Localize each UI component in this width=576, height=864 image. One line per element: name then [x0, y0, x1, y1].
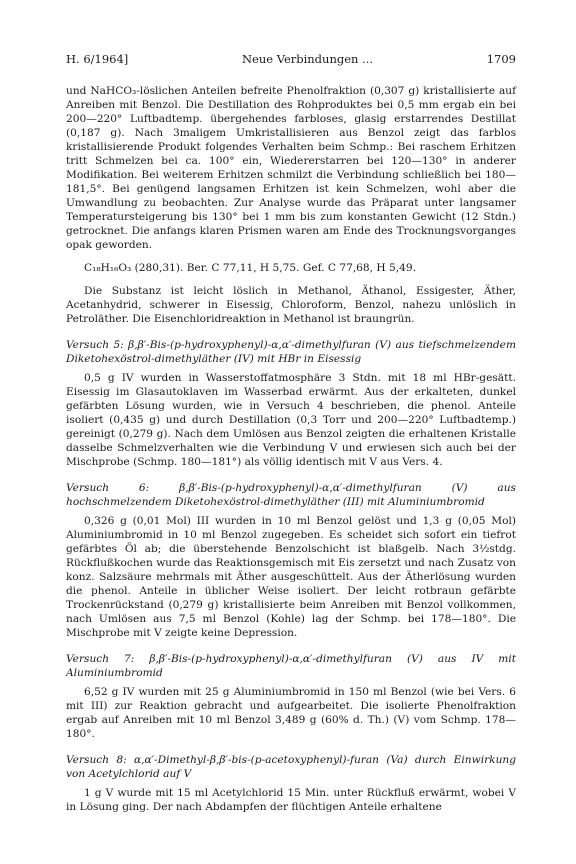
running-header [66, 52, 516, 66]
paragraph-phenol-fraction: und NaHCO₃-löslichen Anteilen befreite Phenolfraktion (0,307 g) kristallisierte auf Anreiben mit Benzol. Die Destillation des Rohproduktes bei 0,5 mm ergab ein bei 200—220° Luftbadtemp. übergehendes farbloses, glasig erstarrendes Destillat (0,187 g). Nach 3maligem Umkristallisieren aus Benzol zeigt das farblos kristallisierende Produkt folgendes Verhalten beim Schmp.: Bei raschem Erhitzen tritt Schmelzen bei ca. 100° ein, Wiedererstarren bei 120—130° in anderer Modifikation. Bei weiterem Erhitzen schmilzt die Verbindung schließlich bei 180—181,5°. Bei genügend langsamen Erhitzen ist kein Schmelzen, wohl aber die Umwandlung zu beobachten. Zur Analyse wurde das Präparat unter langsamer Temperatursteigerung bis 130° bei 1 mm bis zum konstanten Gewicht (12 Stdn.) getrocknet. Die anfangs klaren Prismen waren am Ende des Trocknungsvorganges opak geworden. [66, 85, 516, 251]
heading-versuch-6: Versuch 6: β,β′-Bis-(p-hydroxyphenyl)-α,α′-dimethylfuran (V) aus hochschmelzendem Diketohexöstrol-dimethyläther (III) mit Aluminiumbromid [66, 482, 516, 508]
analysis-formula: C₁₈H₁₆O₃ (280,31). Ber. C 77,11, H 5,75. Gef. C 77,68, H 5,49. [84, 262, 416, 274]
heading-versuch-5: Versuch 5: β,β′-Bis-(p-hydroxyphenyl)-α,α′-dimethylfuran (V) aus tiefschmelzendem Diketohexöstrol-dimethyläther (IV) mit HBr in Eisessig [66, 339, 516, 365]
page-number: 1709 [486, 52, 516, 66]
paragraph-versuch-7: 6,52 g IV wurden mit 25 g Aluminiumbromid in 150 ml Benzol (wie bei Vers. 6 mit III) zur Reaktion gebracht und aufgearbeitet. Die isolierte Phenolfraktion ergab auf Anreiben mit 10 ml Benzol 3,489 g (60% d. Th.) (V) vom Schmp. 178—180°. [66, 686, 516, 740]
heading-versuch-8: Versuch 8: α,α′-Dimethyl-β,β′-bis-(p-acetoxyphenyl)-furan (Va) durch Einwirkung von Acetylchlorid auf V [66, 754, 516, 780]
paragraph-versuch-5: 0,5 g IV wurden in Wasserstoffatmosphäre 3 Stdn. mit 18 ml HBr-gesätt. Eisessig im Glasautoklaven im Wasserbad erwärmt. Aus der erkalteten, dunkel gefärbten Lösung wurden, wie in Versuch 4 beschrieben, die phenol. Anteile isoliert (0,435 g) und durch Destillation (0,3 Torr und 200—220° Luftbadtemp.) gereinigt (0,279 g). Nach dem Umlösen aus Benzol zeigten die erhaltenen Kristalle dasselbe Schmelzverhalten wie die Verbindung V und erwiesen sich auch bei der Mischprobe (Schmp. 180—181°) als völlig identisch mit V aus Vers. 4. [66, 372, 516, 468]
paragraph-versuch-6: 0,326 g (0,01 Mol) III wurden in 10 ml Benzol gelöst und 1,3 g (0,05 Mol) Aluminiumbromid in 10 ml Benzol zugegeben. Es scheidet sich sofort ein tiefrot gefärbtes Öl ab; die überstehende Benzolschicht ist blaßgelb. Nach 3½stdg. Rückflußkochen wurde das Reaktionsgemisch mit Eis zersetzt und nach Zusatz von konz. Salzsäure mehrmals mit Äther ausgeschüttelt. Aus der Ätherlösung wurden die phenol. Anteile in üblicher Weise isoliert. Der leicht rotbraun gefärbte Trockenrückstand (0,279 g) kristallisierte beim Anreiben mit Benzol vollkommen, nach Umlösen aus 7,5 ml Benzol (Kohle) lag der Schmp. bei 178—180°. Die Mischprobe mit V zeigte keine Depression. [66, 515, 516, 639]
paragraph-solubility: Die Substanz ist leicht löslich in Methanol, Äthanol, Essigester, Äther, Acetanhydrid, schwerer in Eisessig, Chloroform, Benzol, nahezu unlöslich in Petroläther. Die Eisenchloridreaktion in Methanol ist braungrün. [66, 285, 516, 325]
paragraph-versuch-8: 1 g V wurde mit 15 ml Acetylchlorid 15 Min. unter Rückfluß erwärmt, wobei V in Lösung ging. Der nach Abdampfen der flüchtigen Anteile erhaltene [66, 787, 516, 813]
heading-versuch-7: Versuch 7: β,β′-Bis-(p-hydroxyphenyl)-α,α′-dimethylfuran (V) aus IV mit Aluminiumbromid [66, 653, 516, 679]
running-title: Neue Verbindungen ... [241, 52, 374, 66]
journal-issue: H. 6/1964] [66, 52, 129, 66]
